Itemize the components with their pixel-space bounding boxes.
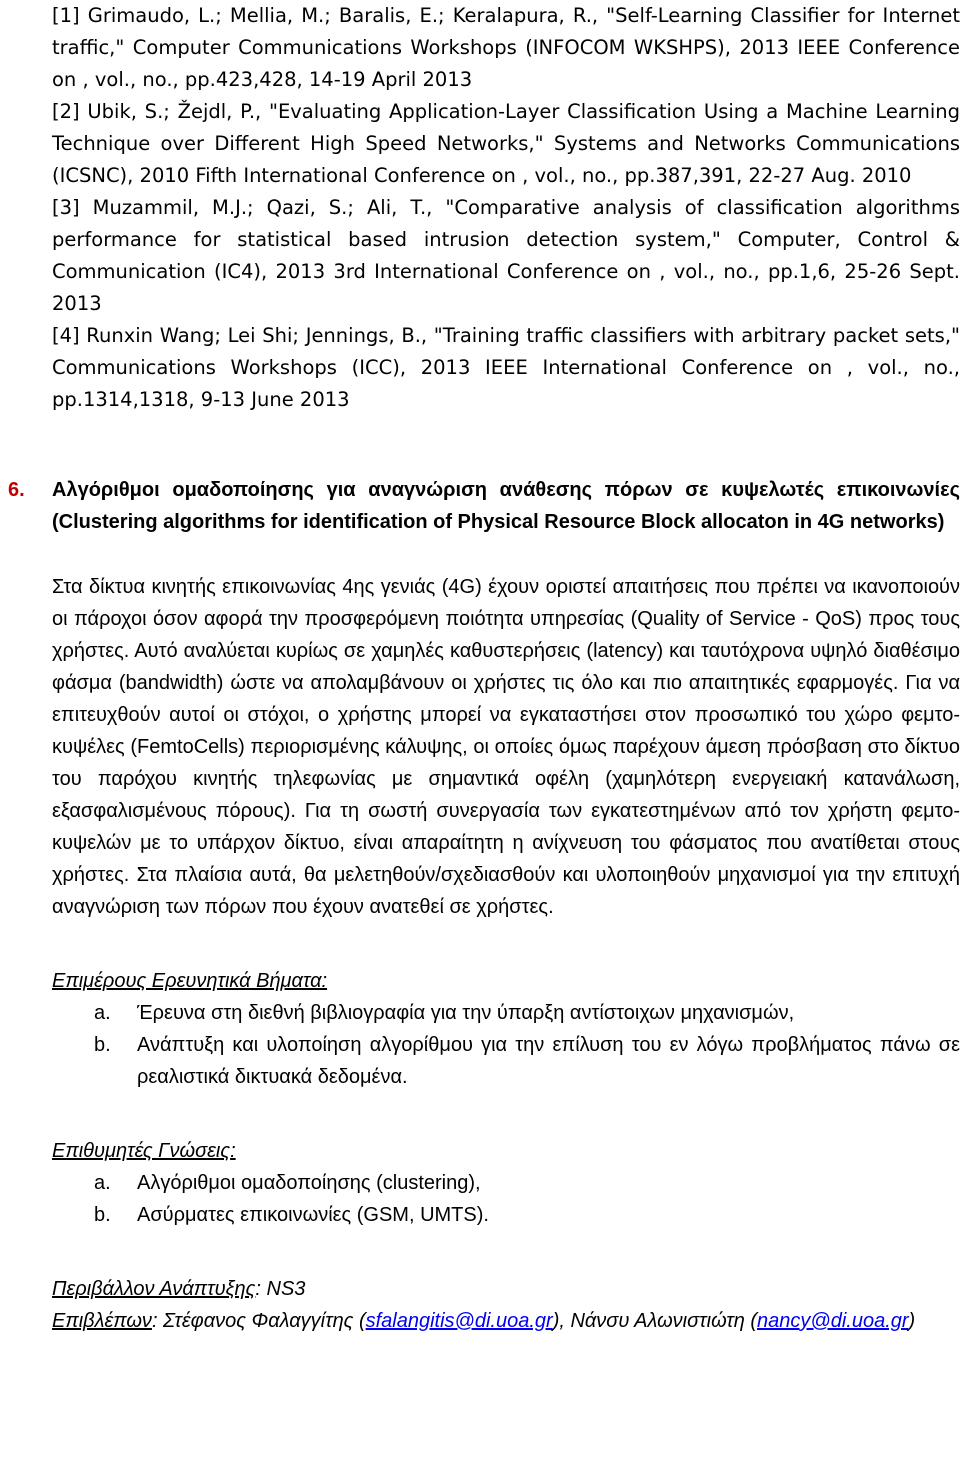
project-info: [52, 1273, 960, 1337]
reference-item: [3] Muzammil, M.J.; Qazi, S.; Ali, T., "Comparative analysis of classification algorithms performance for statistical based intrusion detection system," Computer, Control & Communication (IC4), 2013 3rd International Conference on , vol., no., pp.1,6, 25-26 Sept. 2013: [52, 196, 960, 315]
supervisor-text: ), Νάνσυ Αλωνιστιώτη (: [552, 1310, 758, 1332]
thesis-topic-section: [0, 474, 960, 1337]
required-knowledge-heading: [52, 1135, 960, 1167]
supervisor-email-link-1[interactable]: sfalangitis@di.uoa.gr: [365, 1310, 553, 1332]
list-item-text: Αλγόριθμοι ομαδοποίησης (clustering),: [137, 1172, 481, 1194]
research-steps-heading: [52, 965, 960, 997]
environment-label: Περιβάλλον Ανάπτυξης: [52, 1278, 256, 1300]
list-marker: a.: [94, 1002, 111, 1024]
research-steps-colon: :: [321, 970, 328, 992]
supervisor-text: : Στέφανος Φαλαγγίτης (: [151, 1310, 366, 1332]
list-item: [52, 1029, 960, 1093]
research-steps-list: [52, 997, 960, 1093]
section-description: Στα δίκτυα κινητής επικοινωνίας 4ης γενιάς (4G) έχουν οριστεί απαιτήσεις που πρέπει να ικανοποιούν οι πάροχοι όσον αφορά την προσφερόμενη ποιότητα υπηρεσίας (Quality of Service - QoS) προς τους χρήστες. Αυτό αναλύεται κυρίως σε χαμηλές καθυστερήσεις (latency) και ταυτόχρονα υψηλό διαθέσιμο φάσμα (bandwidth) ώστε να απολαμβάνουν οι χρήστες τις όλο και πιο απαιτητικές εφαρμογές. Για να επιτευχθούν αυτοί οι στόχοι, ο χρήστης μπορεί να εγκαταστήσει στον προσωπικό του χώρο φεμτο-κυψέλες (FemtoCells) περιορισμένης κάλυψης, οι οποίες όμως παρέχουν άμεση πρόσβαση στο δίκτυο του παρόχου κινητής τηλεφωνίας με σημαντικά οφέλη (χαμηλότερη ενεργειακή κατανάλωση, εξασφαλισμένους πόρους). Για τη σωστή συνεργασία των εγκατεστημένων από τον χρήστη φεμτο-κυψελών με το υπάρχον δίκτυο, είναι απαραίτητη η ανίχνευση του φάσματος που ανατίθεται στους χρήστες. Στα πλαίσια αυτά, θα μελετηθούν/σχεδιασθούν και υλοποιηθούν μηχανισμοί για την επιτυχή αναγνώριση των πόρων που έχουν ανατεθεί σε χρήστες.: [52, 576, 960, 918]
reference-item: [2] Ubik, S.; Žejdl, P., "Evaluating Application-Layer Classification Using a Machine Learning Technique over Different High Speed Networks," Systems and Networks Communications (ICSNC), 2010 Fifth International Conference on , vol., no., pp.387,391, 22-27 Aug. 2010: [52, 100, 960, 187]
environment-value: : NS3: [255, 1278, 306, 1300]
list-item: [52, 1167, 960, 1199]
list-item: [52, 997, 960, 1029]
research-steps-label: Επιμέρους Ερευνητικά Βήματα: [52, 970, 322, 992]
required-knowledge-colon: :: [230, 1140, 236, 1162]
list-marker: b.: [94, 1034, 111, 1056]
list-marker: a.: [94, 1172, 111, 1194]
supervisor-line: [52, 1305, 960, 1337]
references-list: [52, 0, 960, 416]
required-knowledge-label: Επιθυμητές Γνώσεις: [52, 1140, 231, 1162]
list-item-text: Ασύρματες επικοινωνίες (GSM, UMTS).: [137, 1204, 489, 1226]
reference-item: [4] Runxin Wang; Lei Shi; Jennings, B., "Training traffic classifiers with arbitrary packet sets," Communications Workshops (ICC), 2013 IEEE International Conference on , vol., no., pp.1314,1318, 9-13 June 2013: [52, 324, 960, 411]
section-title: Αλγόριθμοι ομαδοποίησης για αναγνώριση ανάθεσης πόρων σε κυψελωτές επικοινωνίες (Clustering algorithms for identification of Physical Resource Block allocaton in 4G networks): [52, 479, 960, 533]
environment-line: [52, 1273, 960, 1305]
section-heading: [0, 474, 960, 538]
required-knowledge-list: [52, 1167, 960, 1231]
list-item-text: Έρευνα στη διεθνή βιβλιογραφία για την ύπαρξη αντίστοιχων μηχανισμών,: [137, 1002, 795, 1024]
supervisor-text: ): [908, 1310, 916, 1332]
section-number: 6.: [8, 479, 25, 501]
supervisor-email-link-2[interactable]: nancy@di.uoa.gr: [757, 1310, 909, 1332]
list-item: [52, 1199, 960, 1231]
supervisor-label: Επιβλέπων: [52, 1310, 152, 1332]
list-item-text: Ανάπτυξη και υλοποίηση αλγορίθμου για την επίλυση του εν λόγω προβλήματος πάνω σε ρεαλιστικά δικτυακά δεδομένα.: [137, 1034, 960, 1088]
reference-item: [1] Grimaudo, L.; Mellia, M.; Baralis, E.; Keralapura, R., "Self-Learning Classifier for Internet traffic," Computer Communications Workshops (INFOCOM WKSHPS), 2013 IEEE Conference on , vol., no., pp.423,428, 14-19 April 2013: [52, 4, 960, 91]
list-marker: b.: [94, 1204, 111, 1226]
